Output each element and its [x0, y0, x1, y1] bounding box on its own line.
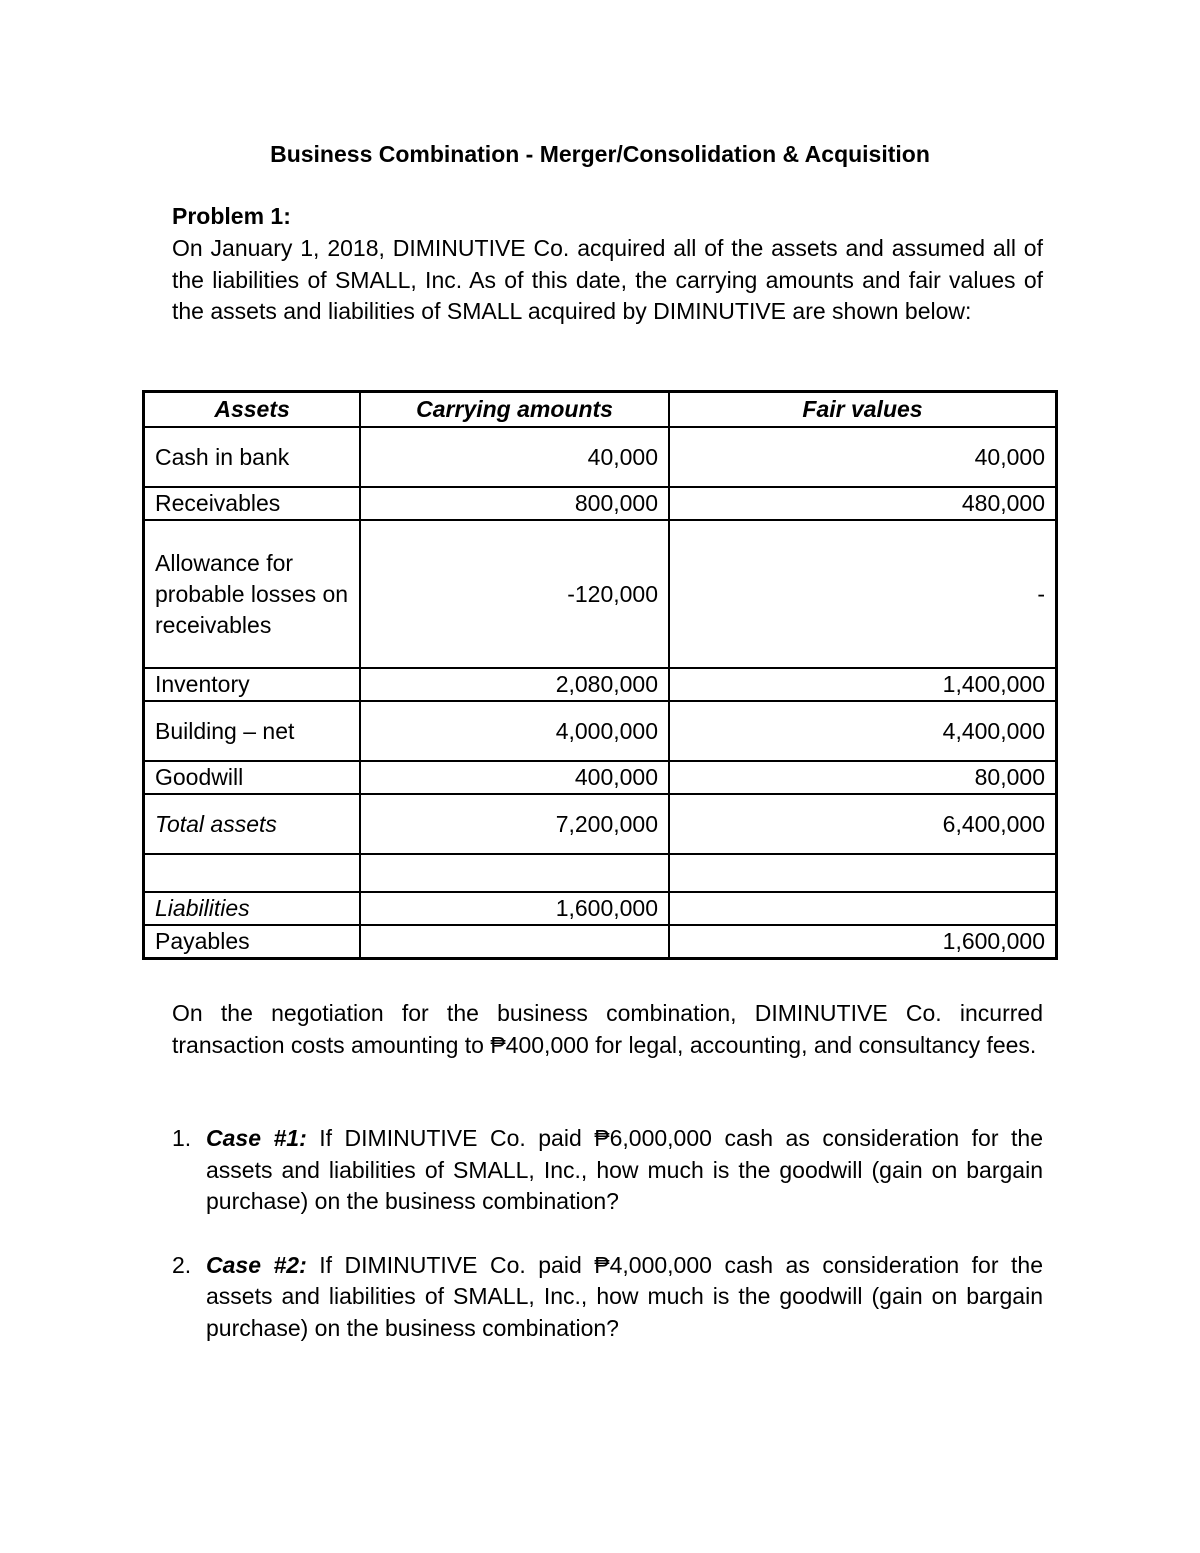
case-label: Case #2:: [206, 1251, 307, 1278]
table-row: [144, 668, 1057, 701]
header-fair-values: Fair values: [669, 392, 1056, 428]
fair-value: 4,400,000: [669, 701, 1056, 761]
row-label: Goodwill: [144, 761, 361, 794]
header-carrying-amounts: Carrying amounts: [360, 392, 669, 428]
carrying-amount: [360, 925, 669, 959]
fair-value: 1,600,000: [669, 925, 1056, 959]
fair-value: [669, 892, 1056, 925]
list-item: [172, 1123, 1043, 1218]
fair-value: [669, 854, 1056, 892]
fair-value: 480,000: [669, 487, 1056, 520]
table-row: [144, 892, 1057, 925]
carrying-amount: 400,000: [360, 761, 669, 794]
table-row: [144, 427, 1057, 487]
list-number: 1.: [172, 1125, 192, 1151]
row-label: Receivables: [144, 487, 361, 520]
header-assets: Assets: [144, 392, 361, 428]
row-label: Inventory: [144, 668, 361, 701]
fair-value: 80,000: [669, 761, 1056, 794]
carrying-amount: 7,200,000: [360, 794, 669, 854]
row-label: [144, 854, 361, 892]
row-label: Total assets: [144, 794, 361, 854]
carrying-amount: 800,000: [360, 487, 669, 520]
case-label: Case #1:: [206, 1125, 307, 1151]
table-row: [144, 487, 1057, 520]
fair-value: 1,400,000: [669, 668, 1056, 701]
carrying-amount: 1,600,000: [360, 892, 669, 925]
carrying-amount: -120,000: [360, 520, 669, 668]
table-row: [144, 761, 1057, 794]
fair-value: 40,000: [669, 427, 1056, 487]
row-label: Payables: [144, 925, 361, 959]
carrying-amount: [360, 854, 669, 892]
row-label: Liabilities: [144, 892, 361, 925]
row-label: Cash in bank: [144, 427, 361, 487]
case-question: If DIMINUTIVE Co. paid ₱6,000,000 cash as consideration for the assets and liabilities of SMALL, Inc., how much is the goodwill (gain on bargain purchase) on the business combination?: [206, 1125, 1043, 1214]
assets-table: [142, 390, 1058, 960]
table-row: [144, 794, 1057, 854]
intro-paragraph: On January 1, 2018, DIMINUTIVE Co. acquired all of the assets and assumed all of the liabilities of SMALL, Inc. As of this date, the carrying amounts and fair values of the assets and liabilities of SMALL acquired by DIMINUTIVE are shown below:: [172, 235, 1043, 324]
case-question: If DIMINUTIVE Co. paid ₱4,000,000 cash as consideration for the assets and liabilities of SMALL, Inc., how much is the goodwill (gain on bargain purchase) on the business combination?: [206, 1251, 1043, 1341]
table-row: [144, 854, 1057, 892]
carrying-amount: 40,000: [360, 427, 669, 487]
carrying-amount: 4,000,000: [360, 701, 669, 761]
table-row: [144, 925, 1057, 959]
row-label: Building – net: [144, 701, 361, 761]
fair-value: 6,400,000: [669, 794, 1056, 854]
document-title: Business Combination - Merger/Consolidation & Acquisition: [270, 141, 930, 167]
carrying-amount: 2,080,000: [360, 668, 669, 701]
row-label: Allowance for probable losses on receivables: [144, 520, 361, 668]
list-item: [172, 1250, 1043, 1345]
table-row: [144, 520, 1057, 668]
fair-value: -: [669, 520, 1056, 668]
case-list: [172, 1123, 1043, 1376]
problem-heading: Problem 1:: [172, 203, 291, 229]
table-row: [144, 701, 1057, 761]
negotiation-paragraph: On the negotiation for the business combination, DIMINUTIVE Co. incurred transaction costs amounting to ₱400,000 for legal, accounting, and consultancy fees.: [172, 1000, 1043, 1058]
list-number: 2.: [172, 1251, 192, 1278]
table-header-row: [144, 392, 1057, 428]
